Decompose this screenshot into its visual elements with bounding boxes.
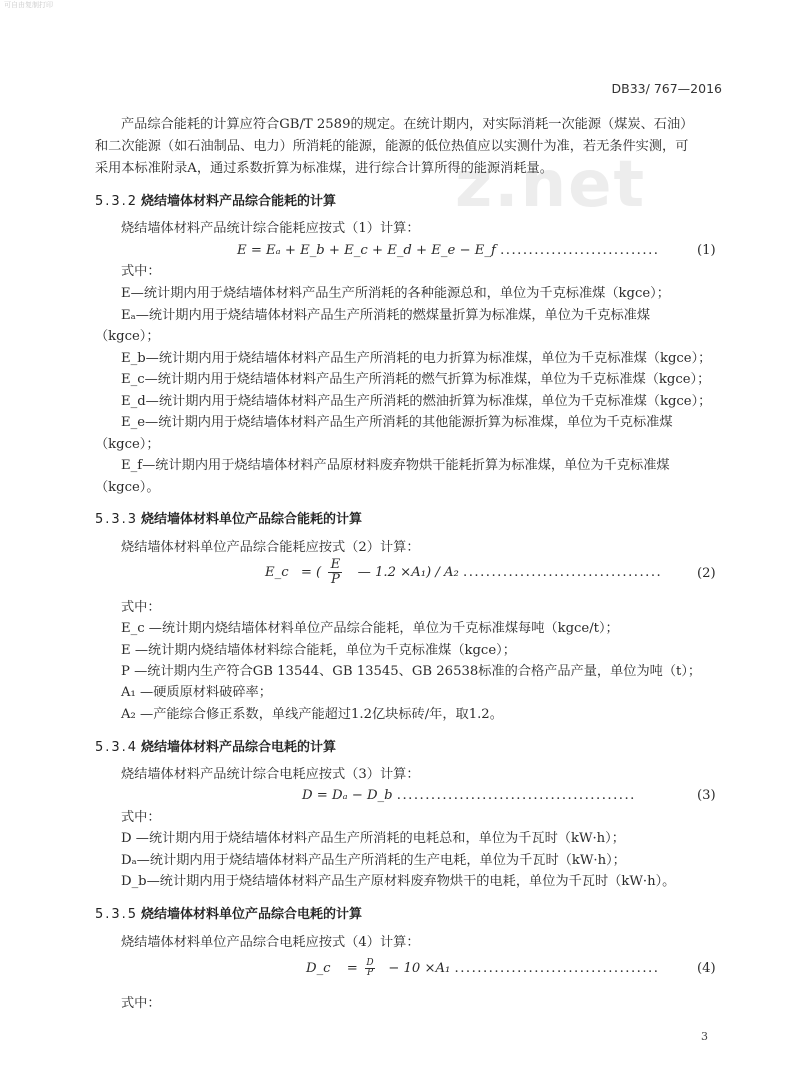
definition-Ef: E_f—统计期内用于烧结墙体材料产品原材料废弃物烘干能耗折算为标准煤，单位为千克标准煤 [121,458,670,473]
section-heading-5-3-5 [95,903,362,922]
formula-4-eq: = [346,961,358,976]
where-label-3: 式中： [121,810,161,825]
intro-line-3: 采用本标准附录A，通过系数折算为标准煤，进行综合计算所得的能源消耗量。 [95,161,553,176]
formula-lead-1: 烧结墙体材料产品统计综合能耗应按式（1）计算： [121,221,420,236]
formula-2-dots: ................................... [463,565,663,580]
formula-4-rest: − 10 ×A₁ [388,961,451,976]
where-label-4: 式中： [121,996,161,1011]
section-heading-5-3-4 [95,736,336,755]
intro-line-1: 产品综合能耗的计算应符合GB/T 2589的规定。在统计期内，对实际消耗一次能源（煤炭、石油） [121,117,694,132]
definition-Ea-cont: （kgce）； [95,329,160,344]
equation-number-2: (2) [697,566,716,581]
equation-number-1: (1) [697,243,716,258]
definition-Ee-cont: （kgce）； [95,437,160,452]
section-title: 烧结墙体材料单位产品综合电耗的计算 [141,907,363,922]
definition-Ed: E_d—统计期内用于烧结墙体材料产品生产所消耗的燃油折算为标准煤，单位为千克标准煤（kgce）； [121,394,712,409]
formula-1 [237,241,659,261]
where-label-1: 式中： [121,264,161,279]
formula-2-eq: = ( [300,565,322,580]
formula-1-dots: ............................ [500,243,660,258]
formula-lead-4: 烧结墙体材料单位产品综合电耗应按式（4）计算： [121,935,420,950]
definition-P: P —统计期内生产符合GB 13544、GB 13545、GB 26538标准的合格产品产量，单位为吨（t）； [121,664,702,679]
definition-Eb: E_b—统计期内用于烧结墙体材料产品生产所消耗的电力折算为标准煤，单位为千克标准煤（kgce）； [121,351,712,366]
fraction-denominator: P [367,968,374,978]
watermark: z.net [455,148,647,222]
where-label-2: 式中： [121,600,161,615]
definition-Ee: E_e—统计期内用于烧结墙体材料产品生产所消耗的其他能源折算为标准煤，单位为千克标准煤 [121,415,673,430]
definition-Ea: Eₐ—统计期内用于烧结墙体材料产品生产所消耗的燃煤量折算为标准煤，单位为千克标准煤 [121,308,651,323]
formula-2-lhs: E_c [265,565,289,580]
formula-2-rest: — 1.2 ×A₁) / A₂ [357,565,459,580]
definition-Db: D_b—统计期内用于烧结墙体材料产品生产原材料废弃物烘干的电耗，单位为千瓦时（kW·h）。 [121,874,676,889]
section-number: 5.3.2 [95,194,139,209]
definition-Ef-cont: （kgce）。 [95,480,160,495]
formula-1-expression: E = Eₐ + E_b + E_c + E_d + E_e − E_f [237,243,496,258]
definition-A1: A₁ —硬质原材料破碎率； [121,685,272,700]
formula-lead-3: 烧结墙体材料产品统计综合电耗应按式（3）计算： [121,767,420,782]
formula-4-dots: .................................... [454,961,660,976]
definition-Da: Dₐ—统计期内用于烧结墙体材料产品生产所消耗的生产电耗，单位为千瓦时（kW·h）； [121,853,626,868]
formula-4-fraction [365,959,375,978]
formula-2 [265,558,662,588]
fraction-numerator: E [330,557,341,572]
formula-lead-2: 烧结墙体材料单位产品综合能耗应按式（2）计算： [121,540,420,555]
section-heading-5-3-3 [95,508,362,527]
formula-2-fraction [328,558,342,587]
equation-number-4: (4) [697,961,716,976]
intro-line-2: 和二次能源（如石油制品、电力）所消耗的能源，能源的低位热值应以实测什为准，若无条件实测，可 [95,139,689,154]
formula-3-expression: D = Dₐ − D_b [302,788,393,803]
section-title: 烧结墙体材料产品综合能耗的计算 [141,194,337,209]
section-number: 5.3.4 [95,740,139,755]
fraction-denominator: P [330,572,340,587]
definition-Ec: E_c—统计期内用于烧结墙体材料产品生产所消耗的燃气折算为标准煤，单位为千克标准煤（kgce）； [121,372,711,387]
formula-3-dots: .......................................... [396,788,636,803]
fraction-numerator: D [366,958,374,968]
definition-E-2: E —统计期内烧结墙体材料综合能耗，单位为千克标准煤（kgce）； [121,643,516,658]
section-number: 5.3.3 [95,512,139,527]
formula-3 [302,786,636,806]
equation-number-3: (3) [697,788,716,803]
definition-Ec-2: E_c —统计期内烧结墙体材料单位产品综合能耗，单位为千克标准煤每吨（kgce/t）； [121,621,619,636]
section-number: 5.3.5 [95,907,139,922]
definition-A2: A₂ —产能综合修正系数，单线产能超过1.2亿块标砖/年，取1.2。 [121,707,503,722]
section-heading-5-3-2 [95,190,336,209]
document-number: DB33/ 767—2016 [611,81,722,96]
formula-4 [306,956,659,982]
definition-E: E—统计期内用于烧结墙体材料产品生产所消耗的各种能源总和，单位为千克标准煤（kgce）； [121,286,670,301]
formula-4-lhs: D_c [306,961,331,976]
definition-D: D —统计期内用于烧结墙体材料产品生产所消耗的电耗总和，单位为千瓦时（kW·h）； [121,831,625,846]
section-title: 烧结墙体材料产品综合电耗的计算 [141,740,337,755]
corner-note: 可自由复制打印 [4,1,53,9]
page-number: 3 [701,1030,708,1043]
section-title: 烧结墙体材料单位产品综合能耗的计算 [141,512,363,527]
